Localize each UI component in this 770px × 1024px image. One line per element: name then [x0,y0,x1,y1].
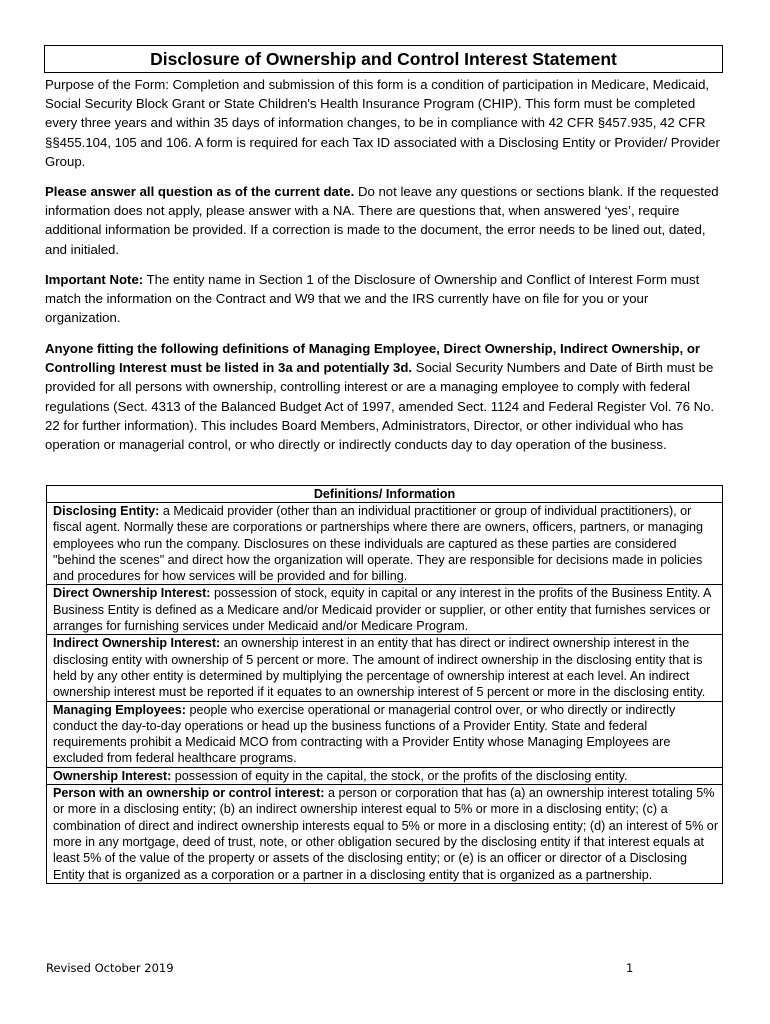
definition-term: Indirect Ownership Interest: [53,636,221,651]
definition-text: a Medicaid provider (other than an individual practitioner or group of individual practitioners), or fiscal agent. Normally these are corporations or partnerships where there are owners, officers, partners, or managing employees who run the company. Disclosures on these individuals are captured as these parties are considered "behind the scenes" and direct how the organization will operate. They are responsible for decisions made in policies and procedures for how services will be provided and for billing. [53,504,704,584]
answer-note-text: Do not leave any questions or sections blank. If the requested information does not apply, please answer with a NA. There are questions that, when answered ‘yes’, require additional information be provided. If a correction is made to the document, the error needs to be lined out, dated, and initialed. [45,184,719,257]
definition-text: people who exercise operational or managerial control over, or who directly or indirectly conduct the day-to-day operations or head up the business functions of a Provider Entity. State and federal requirements prohibit a Medicaid MCO from contracting with a Provider Entity whose Managing Employees are excluded from federal healthcare programs. [53,702,676,766]
revision-date: Revised October 2019 [46,961,174,975]
definition-indirect-ownership [47,635,722,701]
important-note-paragraph [45,270,727,328]
definition-text: a person or corporation that has (a) an ownership interest totaling 5% or more in a disclosing entity; (b) an indirect ownership interest equal to 5% or more in a disclosing entity; (c) a combination of direct and indirect ownership interests equal to 5% or more in a disclosing entity; (d) an interest of 5% or more in any mortgage, deed of trust, note, or other obligation secured by the disclosing entity if that interest equals at least 5% of the value of the property or assets of the disclosing entity; or (e) is an officer or director of a Disclosing Entity that is organized as a corporation or a partner in a disclosing entity that is organized as a partnership. [53,786,719,882]
definition-text: an ownership interest in an entity that has direct or indirect ownership interest in the disclosing entity with ownership of 5 percent or more. The amount of indirect ownership in the disclosing entity that is held by any other entity is determined by multiplying the percentage of ownership interest at each level. An indirect ownership interest must be reported if it equates to an ownership interest of 5 percent or more in the disclosing entity. [53,636,706,700]
definition-term: Ownership Interest: [53,768,172,783]
page-title: Disclosure of Ownership and Control Interest Statement [44,45,723,73]
definition-ownership-interest [47,768,722,785]
definition-text: possession of equity in the capital, the stock, or the profits of the disclosing entity. [171,768,628,783]
listing-requirements-bold: Anyone fitting the following definitions of Managing Employee, Direct Ownership, Indirect Ownership, or Controlling Interest must be listed in 3a and potentially 3d. [45,341,701,376]
definition-term: Disclosing Entity: [53,504,160,518]
definition-text: possession of stock, equity in capital or any interest in the profits of the Business Entity. A Business Entity is defined as a Medicare and/or Medicaid provider or supplier, or other entity that furnishes services or arranges for furnishing services under Medicaid and/or Medicare Program. [53,586,711,634]
page-number: 1 [626,961,634,975]
definition-managing-employees [47,702,722,768]
definitions-header: Definitions/ Information [47,486,722,503]
answer-note-bold: Please answer all question as of the current date. [45,184,355,199]
answer-note-paragraph [45,182,727,259]
definition-term: Person with an ownership or control interest: [53,786,325,801]
definition-term: Direct Ownership Interest: [53,586,211,601]
listing-requirements-paragraph [45,339,727,454]
definition-direct-ownership [47,585,722,635]
purpose-paragraph: Purpose of the Form: Completion and submission of this form is a condition of participation in Medicare, Medicaid, Social Security Block Grant or State Children's Health Insurance Program (CHIP). This form must be completed every three years and within 35 days of information changes, to be in compliance with 42 CFR §457.935, 42 CFR §§455.104, 105 and 106. A form is required for each Tax ID associated with a Disclosing Entity or Provider/ Provider Group. [45,77,720,169]
important-note-text: The entity name in Section 1 of the Disclosure of Ownership and Conflict of Interest Form must match the information on the Contract and W9 that we and the IRS currently have on file for you or your organization. [45,272,700,326]
important-note-bold: Important Note: [45,272,144,287]
definition-term: Managing Employees: [53,702,186,717]
listing-requirements-text: Social Security Numbers and Date of Birth must be provided for all persons with ownership, controlling interest or are a managing employee to comply with federal regulations (Sect. 4313 of the Balanced Budget Act of 1997, amended Sect. 1124 and Federal Register Vol. 76 No. 22 for further information). This includes Board Members, Administrators, Director, or other individual who has operation or managerial control, or who directly or indirectly conducts day to day operation of the business. [45,360,715,453]
definitions-table [46,485,723,884]
definition-disclosing-entity [47,503,722,585]
definition-person-with-interest [47,785,722,883]
